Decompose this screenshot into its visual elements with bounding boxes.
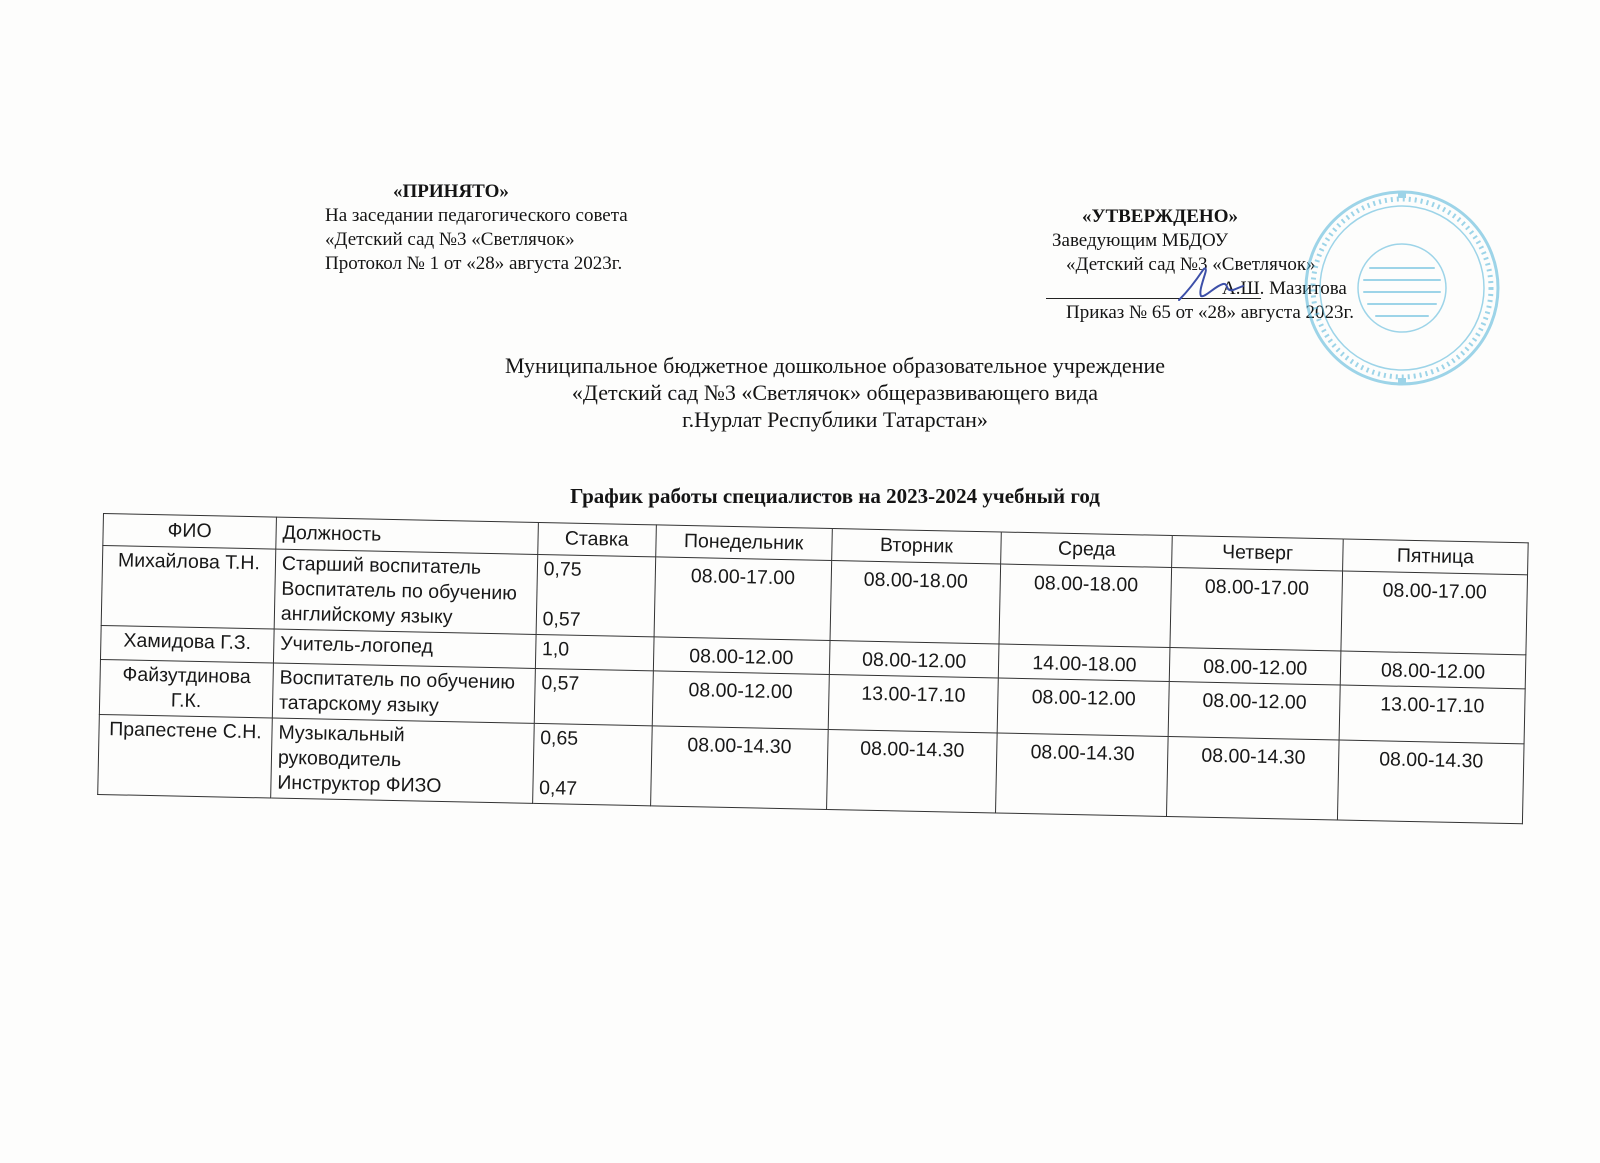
organization-name	[420, 352, 1250, 433]
accepted-block	[325, 180, 745, 276]
schedule-tuesday: 13.00-17.10	[828, 674, 999, 732]
schedule-thursday: 08.00-12.00	[1168, 681, 1340, 740]
position: Инструктор ФИЗО	[277, 771, 442, 798]
employee-rates	[536, 554, 656, 636]
approved-line-1: Заведующим МБДОУ	[1052, 230, 1229, 251]
approved-heading: «УТВЕРЖДЕНО»	[1082, 206, 1238, 227]
employee-name: Михайлова Т.Н.	[101, 546, 276, 630]
signer-name: А.Ш. Мазитова	[1222, 278, 1347, 299]
schedule-wednesday: 08.00-14.30	[996, 733, 1168, 817]
position: Музыкальный руководитель	[277, 721, 405, 772]
rate: 1,0	[541, 638, 570, 661]
organization-line-1: Муниципальное бюджетное дошкольное образовательное учреждение	[505, 353, 1165, 378]
schedule-thursday: 08.00-12.00	[1170, 648, 1342, 686]
schedule-wednesday: 08.00-18.00	[999, 564, 1171, 648]
column-header-fio: ФИО	[103, 514, 277, 550]
rate: 0,47	[538, 777, 578, 800]
schedule-monday: 08.00-12.00	[652, 671, 829, 730]
employee-positions	[271, 718, 534, 803]
position: Воспитатель по обучению татарскому языку	[278, 666, 516, 717]
rate: 0,65	[539, 727, 579, 750]
column-header-friday: Пятница	[1343, 539, 1529, 575]
position: Учитель-логопед	[280, 632, 434, 658]
column-header-position: Должность	[276, 517, 538, 554]
employee-name: Хамидова Г.З.	[100, 625, 274, 663]
schedule-thursday: 08.00-14.30	[1167, 736, 1339, 820]
schedule-wednesday: 14.00-18.00	[999, 644, 1170, 682]
organization-line-3: г.Нурлат Республики Татарстан»	[682, 407, 988, 432]
rate: 0,75	[543, 558, 582, 581]
column-header-monday: Понедельник	[655, 525, 832, 561]
accepted-heading: «ПРИНЯТО»	[393, 181, 509, 202]
schedule-tuesday: 08.00-14.30	[826, 729, 997, 812]
round-seal-stamp-icon	[1302, 188, 1502, 388]
employee-name: Прапестене С.Н.	[98, 714, 273, 798]
employee-rates	[532, 723, 652, 805]
employee-positions	[273, 629, 535, 668]
schedule-friday: 08.00-17.00	[1341, 571, 1527, 655]
column-header-tuesday: Вторник	[831, 529, 1001, 564]
position: Воспитатель по обучению английскому языку	[280, 577, 518, 629]
rate: 0,57	[541, 672, 580, 695]
schedule-tuesday: 08.00-12.00	[829, 640, 1000, 677]
schedule-friday: 08.00-12.00	[1340, 651, 1526, 689]
column-header-thursday: Четверг	[1172, 536, 1343, 572]
schedule-monday: 08.00-12.00	[653, 637, 830, 675]
schedule-friday: 08.00-14.30	[1338, 740, 1524, 824]
schedule-monday: 08.00-14.30	[650, 726, 828, 810]
column-header-wednesday: Среда	[1001, 532, 1172, 568]
employee-rates	[534, 668, 653, 725]
rate: 0,57	[542, 608, 581, 631]
employee-rates	[535, 634, 654, 670]
column-header-rate: Ставка	[537, 522, 656, 556]
employee-positions	[274, 549, 537, 634]
position: Старший воспитатель	[281, 552, 482, 579]
handwritten-signature-icon	[1175, 262, 1245, 306]
accepted-protocol: Протокол № 1 от «28» августа 2023г.	[325, 253, 623, 274]
accepted-line-1: На заседании педагогического совета	[325, 205, 628, 226]
employee-name: Файзутдинова Г.К.	[99, 659, 273, 718]
organization-line-2: «Детский сад №3 «Светлячок» общеразвивающего вида	[571, 380, 1099, 405]
document-title: График работы специалистов на 2023-2024 учебный год	[570, 484, 1100, 508]
schedule-monday: 08.00-17.00	[654, 557, 832, 641]
approved-line-2: «Детский сад №3 «Светлячок»	[1066, 254, 1316, 275]
schedule-table-container	[97, 513, 1529, 824]
accepted-line-2: «Детский сад №3 «Светлячок»	[325, 229, 575, 250]
schedule-tuesday: 08.00-18.00	[830, 561, 1001, 644]
schedule-friday: 13.00-17.10	[1339, 685, 1525, 744]
approved-order: Приказ № 65 от «28» августа 2023г.	[1066, 302, 1354, 323]
schedule-thursday: 08.00-17.00	[1170, 568, 1342, 652]
schedule-wednesday: 08.00-12.00	[998, 678, 1170, 737]
schedule-table	[97, 513, 1529, 824]
employee-positions	[272, 663, 535, 723]
